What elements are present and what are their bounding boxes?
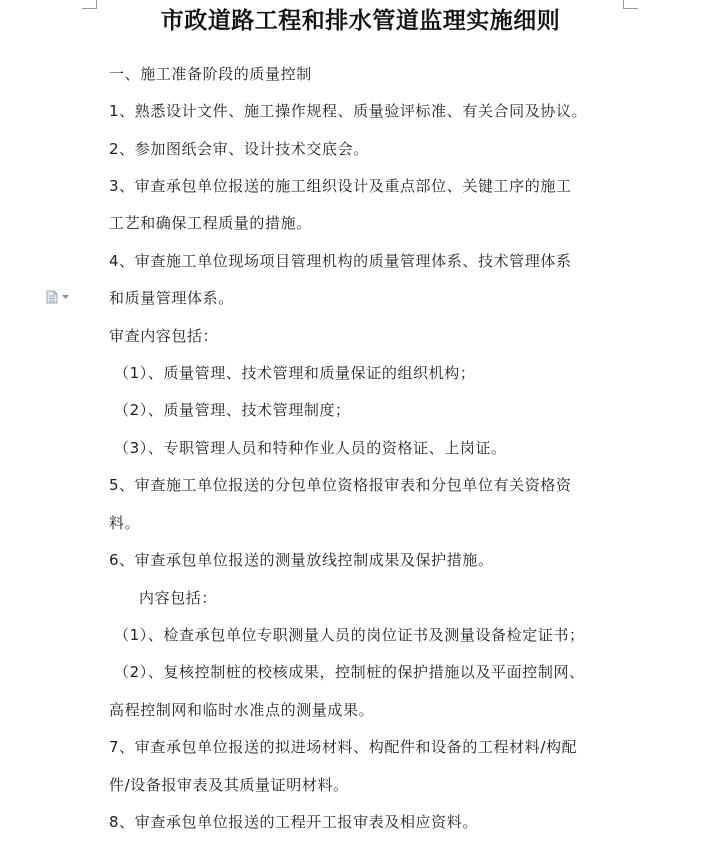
list-item: 1、熟悉设计文件、施工操作规程、质量验评标准、有关合同及协议。: [109, 102, 588, 120]
list-item: 8、审查承包单位报送的工程开工报审表及相应资料。: [109, 813, 478, 831]
sub-list-item: （3）、专职管理人员和特种作业人员的资格证、上岗证。: [114, 439, 507, 457]
sub-heading: 审查内容包括：: [109, 327, 219, 345]
list-item: 2、参加图纸会审、设计技术交底会。: [109, 140, 369, 158]
document-icon: [46, 290, 58, 304]
list-item-continuation: 和质量管理体系。: [109, 289, 234, 307]
document-title: 市政道路工程和排水管道监理实施细则: [160, 7, 561, 34]
section-heading: 一、施工准备阶段的质量控制: [109, 65, 312, 83]
list-item: 7、审查承包单位报送的拟进场材料、构配件和设备的工程材料/构配: [109, 738, 578, 756]
sub-list-item: （2）、质量管理、技术管理制度；: [114, 401, 351, 419]
list-item-continuation: 工艺和确保工程质量的措施。: [109, 214, 312, 232]
sub-list-item-continuation: 高程控制网和临时水准点的测量成果。: [109, 701, 375, 719]
sub-list-item: （2）、复核控制桩的校核成果，控制桩的保护措施以及平面控制网、: [114, 663, 585, 681]
sub-list-item: （1）、质量管理、技术管理和质量保证的组织机构；: [114, 364, 476, 382]
sub-list-item: （1）、检查承包单位专职测量人员的岗位证书及测量设备检定证书；: [114, 626, 585, 644]
list-item: 6、审查承包单位报送的测量放线控制成果及保护措施。: [109, 551, 494, 569]
paragraph-marker[interactable]: [46, 290, 69, 304]
list-item-continuation: 料。: [109, 514, 141, 532]
list-item: 4、审查施工单位现场项目管理机构的质量管理体系、技术管理体系: [109, 252, 572, 270]
sub-heading: 内容包括：: [139, 589, 218, 607]
list-item: 3、审查承包单位报送的施工组织设计及重点部位、关键工序的施工: [109, 177, 572, 195]
list-item: 5、审查施工单位报送的分包单位资格报审表和分包单位有关资格资: [109, 476, 572, 494]
list-item-continuation: 件/设备报审表及其质量证明材料。: [109, 776, 349, 794]
caret-down-icon: [62, 295, 69, 299]
